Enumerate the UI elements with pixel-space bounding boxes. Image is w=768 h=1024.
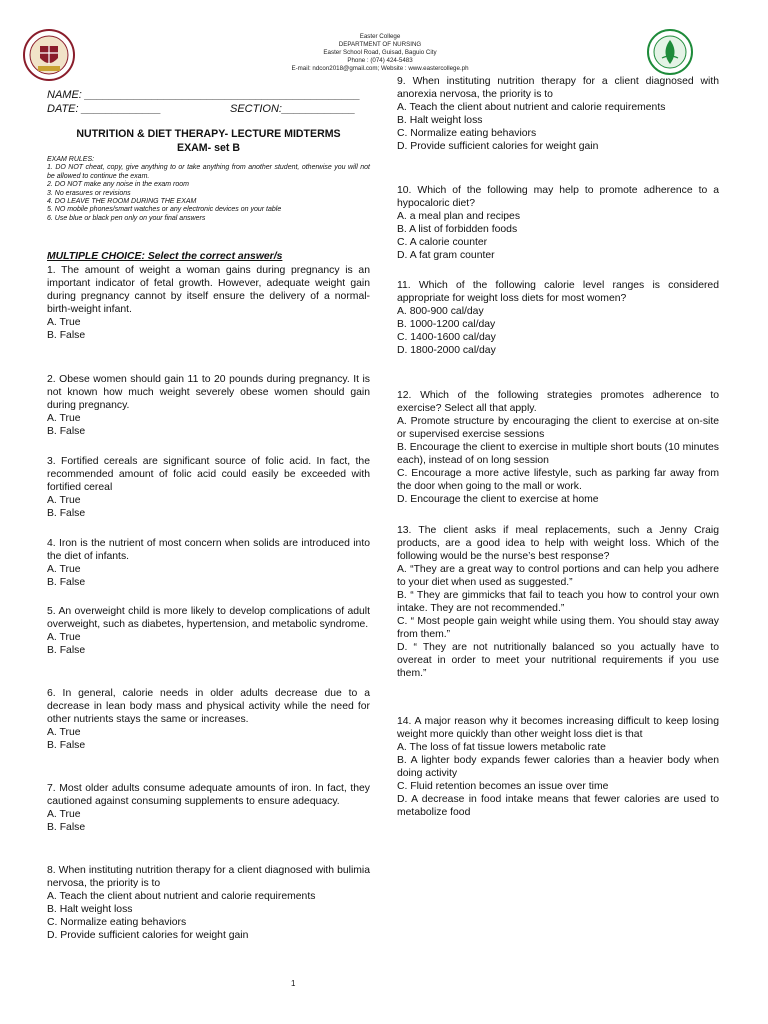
department-name: DEPARTMENT OF NURSING bbox=[338, 41, 422, 48]
answer-option[interactable]: D. 1800-2000 cal/day bbox=[397, 345, 496, 356]
answer-option[interactable]: C. A calorie counter bbox=[397, 237, 488, 248]
question-5 bbox=[47, 605, 370, 657]
answer-option[interactable]: B. A lighter body expands fewer calories than a heavier body when doing activity bbox=[397, 755, 719, 779]
exam-rules bbox=[47, 156, 370, 223]
answer-option[interactable]: C. “ Most people gain weight while using them. You should stay away from them.” bbox=[397, 616, 719, 640]
answer-option[interactable]: A. True bbox=[47, 495, 81, 506]
answer-option[interactable]: B. Halt weight loss bbox=[397, 115, 483, 126]
college-contact: E-mail: ndcon2018@gmail.com; Website : www.eastercollege.ph bbox=[291, 65, 469, 72]
answer-option[interactable]: C. Fluid retention becomes an issue over time bbox=[397, 781, 609, 792]
exam-title-line1: NUTRITION & DIET THERAPY- LECTURE MIDTERMS bbox=[76, 128, 341, 140]
answer-option[interactable]: A. True bbox=[47, 413, 81, 424]
question-stem: 4. Iron is the nutrient of most concern when solids are introduced into the diet of infants. bbox=[47, 538, 370, 562]
name-field[interactable]: NAME: _____________________________________________ bbox=[47, 89, 361, 101]
rule-item: 2. DO NOT make any noise in the exam room bbox=[47, 181, 189, 189]
answer-option[interactable]: A. The loss of fat tissue lowers metabolic rate bbox=[397, 742, 606, 753]
answer-option[interactable]: D. A decrease in food intake means that fewer calories are used to metabolize food bbox=[397, 794, 719, 818]
question-stem: 7. Most older adults consume adequate amounts of iron. In fact, they cautioned against consuming supplements to ensure adequacy. bbox=[47, 783, 370, 807]
answer-option[interactable]: B. False bbox=[47, 822, 86, 833]
answer-option[interactable]: B. Encourage the client to exercise in multiple short bouts (10 minutes each), instead of on long session bbox=[397, 442, 719, 466]
question-3 bbox=[47, 455, 370, 520]
answer-option[interactable]: B. False bbox=[47, 508, 86, 519]
answer-option[interactable]: B. Halt weight loss bbox=[47, 904, 133, 915]
question-stem: 14. A major reason why it becomes increasing difficult to keep losing weight more quickly than other weight loss diet is that bbox=[397, 716, 719, 740]
question-stem: 8. When instituting nutrition therapy for a client diagnosed with bulimia nervosa, the priority is to bbox=[47, 865, 370, 889]
nursing-seal-right-icon bbox=[646, 28, 694, 76]
answer-option[interactable]: A. True bbox=[47, 727, 81, 738]
question-11 bbox=[397, 279, 719, 357]
answer-option[interactable]: B. False bbox=[47, 577, 86, 588]
rule-item: 1. DO NOT cheat, copy, give anything to or take anything from another student, otherwise you will not be allowed to continue the exam. bbox=[47, 164, 370, 180]
answer-option[interactable]: D. Provide sufficient calories for weight gain bbox=[47, 930, 249, 941]
answer-option[interactable]: B. 1000-1200 cal/day bbox=[397, 319, 496, 330]
answer-option[interactable]: A. True bbox=[47, 317, 81, 328]
question-stem: 12. Which of the following strategies promotes adherence to exercise? Select all that apply. bbox=[397, 390, 719, 414]
answer-option[interactable]: A. Promote structure by encouraging the client to exercise at on-site or supervised exercise sessions bbox=[397, 416, 719, 440]
answer-option[interactable]: A. True bbox=[47, 632, 81, 643]
answer-option[interactable]: C. Normalize eating behaviors bbox=[47, 917, 187, 928]
college-address: Easter School Road, Guisad, Baguio City bbox=[323, 49, 437, 56]
question-4 bbox=[47, 537, 370, 589]
question-stem: 13. The client asks if meal replacements, such a Jenny Craig products, are a good idea to help with weight loss. Which of the following would be the nurse’s best response? bbox=[397, 525, 719, 562]
question-stem: 1. The amount of weight a woman gains during pregnancy is an important indicator of fetal growth. However, adequate weight gain during pregnancy cannot by itself ensure the delivery of a normal-birth-weight infant. bbox=[47, 265, 370, 315]
question-6 bbox=[47, 687, 370, 752]
question-7 bbox=[47, 782, 370, 834]
section-heading: MULTIPLE CHOICE: Select the correct answer/s bbox=[47, 251, 283, 262]
answer-option[interactable]: A. True bbox=[47, 564, 81, 575]
section-field[interactable]: SECTION:____________ bbox=[230, 103, 356, 115]
date-field[interactable]: DATE: _____________ bbox=[47, 103, 162, 115]
answer-option[interactable]: C. Encourage a more active lifestyle, such as parking far away from the door when going to the mall or work. bbox=[397, 468, 719, 492]
exam-title bbox=[47, 127, 370, 155]
question-9 bbox=[397, 75, 719, 153]
question-stem: 3. Fortified cereals are significant source of folic acid. In fact, the recommended amount of folic acid could easily be exceeded with fortified cereal bbox=[47, 456, 370, 493]
rule-item: 5. NO mobile phones/smart watches or any electronic devices on your table bbox=[47, 206, 282, 214]
college-header bbox=[230, 33, 530, 73]
exam-title-line2: EXAM- set B bbox=[177, 142, 240, 154]
rules-heading: EXAM RULES: bbox=[47, 156, 95, 163]
question-stem: 5. An overweight child is more likely to develop complications of adult overweight, such as diabetes, hypertension, and metabolic syndrome. bbox=[47, 606, 370, 630]
question-14 bbox=[397, 715, 719, 819]
question-10 bbox=[397, 184, 719, 262]
question-stem: 11. Which of the following calorie level ranges is considered appropriate for weight loss diets for most women? bbox=[397, 280, 719, 304]
answer-option[interactable]: B. False bbox=[47, 740, 86, 751]
question-stem: 6. In general, calorie needs in older adults decrease due to a decrease in lean body mass and physical activity while the need for other nutrients stays the same or increases. bbox=[47, 688, 370, 725]
answer-option[interactable]: A. a meal plan and recipes bbox=[397, 211, 521, 222]
question-stem: 9. When instituting nutrition therapy for a client diagnosed with anorexia nervosa, the priority is to bbox=[397, 76, 719, 100]
page-number: 1 bbox=[291, 979, 296, 988]
answer-option[interactable]: D. Encourage the client to exercise at home bbox=[397, 494, 599, 505]
answer-option[interactable]: A. True bbox=[47, 809, 81, 820]
question-stem: 10. Which of the following may help to promote adherence to a hypocaloric diet? bbox=[397, 185, 719, 209]
college-phone: Phone : (074) 424-5483 bbox=[347, 57, 413, 64]
rule-item: 6. Use blue or black pen only on your final answers bbox=[47, 214, 206, 222]
college-seal-left-icon bbox=[22, 28, 76, 82]
answer-option[interactable]: B. A list of forbidden foods bbox=[397, 224, 518, 235]
rule-item: 3. No erasures or revisions bbox=[47, 189, 131, 197]
answer-option[interactable]: A. 800-900 cal/day bbox=[397, 306, 484, 317]
answer-option[interactable]: A. Teach the client about nutrient and calorie requirements bbox=[47, 891, 316, 902]
answer-option[interactable]: B. “ They are gimmicks that fail to teach you how to control your own intake. They are not recommended.” bbox=[397, 590, 719, 614]
answer-option[interactable]: A. Teach the client about nutrient and calorie requirements bbox=[397, 102, 666, 113]
answer-option[interactable]: A. “They are a great way to control portions and can help you adhere to your diet when used as suggested.” bbox=[397, 564, 719, 588]
answer-option[interactable]: C. 1400-1600 cal/day bbox=[397, 332, 496, 343]
college-name: Easter College bbox=[359, 33, 401, 40]
answer-option[interactable]: D. Provide sufficient calories for weight gain bbox=[397, 141, 599, 152]
question-1 bbox=[47, 264, 370, 342]
answer-option[interactable]: B. False bbox=[47, 426, 86, 437]
question-2 bbox=[47, 373, 370, 438]
answer-option[interactable]: B. False bbox=[47, 645, 86, 656]
question-12 bbox=[397, 389, 719, 506]
question-8 bbox=[47, 864, 370, 942]
answer-option[interactable]: C. Normalize eating behaviors bbox=[397, 128, 537, 139]
answer-option[interactable]: B. False bbox=[47, 330, 86, 341]
rule-item: 4. DO LEAVE THE ROOM DURING THE EXAM bbox=[47, 198, 197, 206]
question-13 bbox=[397, 524, 719, 680]
answer-option[interactable]: D. “ They are not nutritionally balanced so you actually have to overeat in order to meet your nutritional requirements if you use them.” bbox=[397, 642, 719, 679]
answer-option[interactable]: D. A fat gram counter bbox=[397, 250, 495, 261]
question-stem: 2. Obese women should gain 11 to 20 pounds during pregnancy. It is not known how much weight severely obese women should gain during pregnancy. bbox=[47, 374, 370, 411]
